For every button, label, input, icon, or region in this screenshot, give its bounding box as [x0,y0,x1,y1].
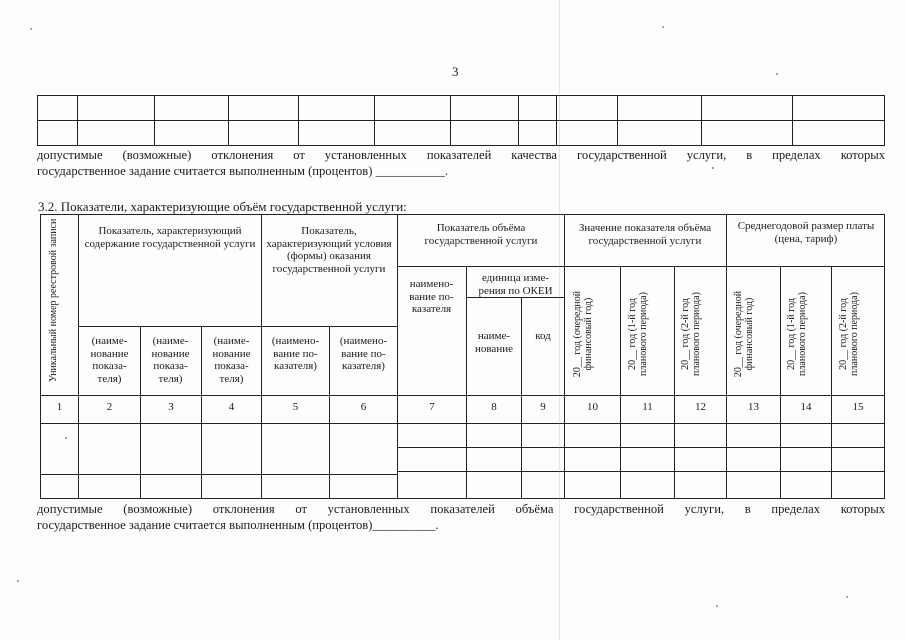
col-number-7: 7 [429,401,435,413]
value-year-1-header: 20__ год (очередной финансовый год) [572,290,594,378]
content-subheader-3: (наиме-нование показа-теля) [212,335,251,385]
col-number-8: 8 [491,401,497,413]
fee-year-3-header: 20__ год (2-й год планового периода) [838,292,860,376]
volume-deviation-line2: государственное задание считается выполненным (процентов)__________. [37,518,439,532]
scan-speck [776,73,778,75]
col-number-10: 10 [587,401,598,413]
conditions-subheader-2: (наимено-вание по-казателя) [339,335,388,372]
col-number-11: 11 [642,401,653,413]
col-number-12: 12 [695,401,706,413]
value-year-3-header: 20__ год (2-й год планового периода) [680,292,702,376]
col-number-3: 3 [168,401,174,413]
content-subheader-2: (наиме-нование показа-теля) [151,335,190,385]
unique-record-header: Уникальный номер реестровой записи [48,218,59,382]
content-indicator-header: Показатель, характеризующий содержание государственной услуги [84,225,256,250]
col-number-6: 6 [360,401,367,413]
fee-header: Среднегодовой размер платы (цена, тариф) [737,220,875,245]
scan-speck [846,596,848,598]
value-year-2-header: 20__ год (1-й год планового периода) [627,292,649,376]
conditions-indicator-header: Показатель, характеризующий условия (формы) оказания государственной услуги [266,225,392,275]
scan-speck [662,26,664,28]
col-number-5: 5 [292,401,299,413]
col-number-9: 9 [540,401,546,413]
quality-deviation-line2: государственное задание считается выполненным (процентов) ___________. [37,164,449,178]
scan-speck [716,605,718,607]
col-number-4: 4 [228,401,235,413]
fee-year-1-header: 20__ год (очередной финансовый год) [733,290,755,378]
conditions-subheader-1: (наимено-вание по-казателя) [271,335,320,372]
volume-deviation-line1: допустимые (возможные) отклонения от установленных показателей объёма государственной услуги, в пределах которых [37,502,885,516]
volume-indicator-header: Показатель объёма государственной услуги [424,222,538,247]
col-number-2: 2 [106,401,113,413]
col-number-1: 1 [56,401,63,413]
scan-speck [30,28,32,30]
volume-name-header: наимено-вание по-казателя [409,278,454,315]
fee-year-2-header: 20__ год (1-й год планового периода) [786,292,808,376]
scan-fold-line [559,0,560,640]
quality-deviation-line1: допустимые (возможные) отклонения от установленных показателей качества государственной услуги, в пределах которых [37,148,885,162]
col-number-14: 14 [800,401,812,413]
unit-name-header: наиме-нование [475,330,513,355]
section-heading: 3.2. Показатели, характеризующие объём государственной услуги: [38,199,407,214]
volume-unit-header: единица изме-рения по ОКЕИ [478,272,553,297]
content-subheader-1: (наиме-нование показа-теля) [90,335,129,385]
col-number-15: 15 [852,401,864,413]
scan-speck [712,167,714,169]
page-number: 3 [452,64,459,79]
scan-speck [17,580,19,582]
volume-value-header: Значение показателя объёма государственной услуги [578,222,712,247]
col-number-13: 13 [748,401,759,413]
unit-code-header: код [535,330,551,342]
scan-speck [65,437,67,439]
